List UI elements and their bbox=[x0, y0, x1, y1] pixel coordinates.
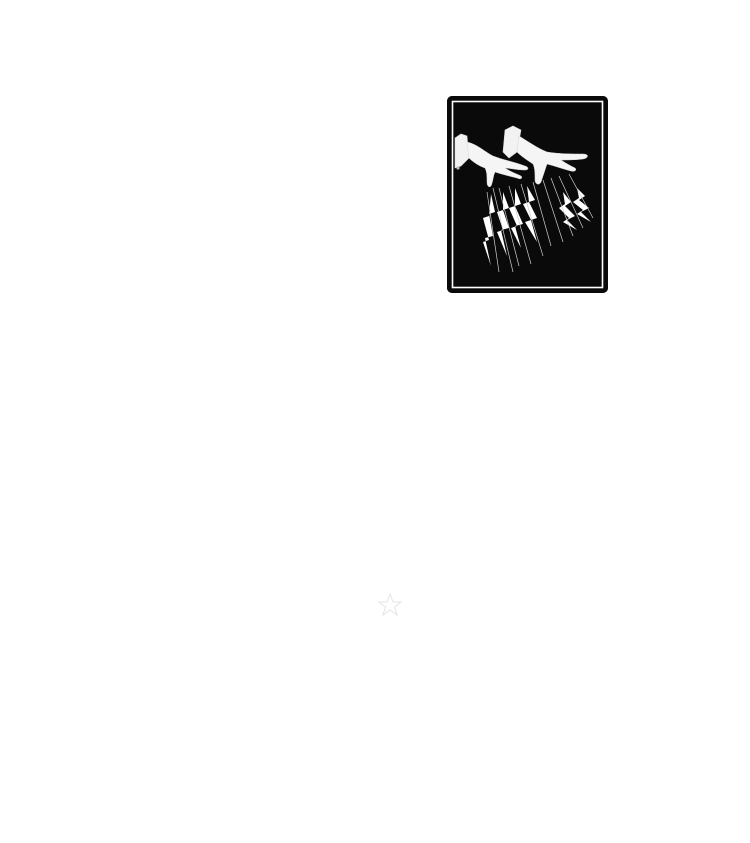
illustration-canvas bbox=[447, 96, 608, 293]
star-outline-path bbox=[379, 594, 401, 615]
hands-lightning-illustration bbox=[447, 96, 608, 293]
star-outline-shape bbox=[377, 592, 403, 618]
star-outline-icon bbox=[377, 592, 403, 618]
illustration-background bbox=[447, 96, 608, 293]
left-cuff-button bbox=[456, 166, 459, 169]
